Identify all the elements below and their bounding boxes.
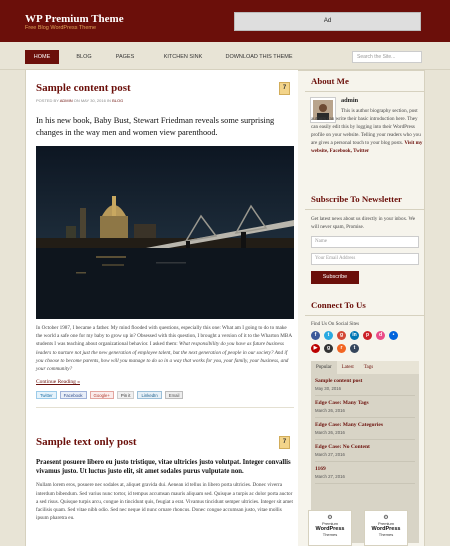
site-title[interactable]: WP Premium Theme bbox=[25, 13, 124, 25]
share-email-button[interactable]: Email bbox=[165, 391, 184, 399]
main-nav bbox=[0, 42, 450, 70]
tab-tags[interactable]: Tags bbox=[363, 365, 374, 370]
post-excerpt-italic: What responsibility do you have as future business leaders to nurture not just the new generation of employee talent, but the next generation of people in our society? And if you choose to become parents, how will you manage to do so in a way that works for you, your family, your business, and your community? bbox=[36, 341, 289, 373]
google-plus-icon[interactable]: g bbox=[337, 331, 346, 340]
share-twitter-button[interactable]: Twitter bbox=[36, 391, 57, 399]
connect-label: Find Us On Social Sites bbox=[311, 322, 360, 327]
post-author[interactable]: ADMIN bbox=[59, 98, 73, 103]
newsletter-description: Get latest news about us directly in your inbox. We will never spam, Promise. bbox=[311, 216, 416, 230]
list-item bbox=[311, 374, 419, 396]
gear-icon: ⚙ bbox=[327, 515, 333, 521]
comment-count-badge[interactable]: 7 bbox=[279, 82, 290, 95]
gear-icon: ⚙ bbox=[383, 515, 389, 521]
name-field[interactable]: Name bbox=[311, 236, 419, 248]
about-widget bbox=[305, 92, 425, 188]
popular-post-link[interactable]: Edge Case: Many Tags bbox=[315, 400, 369, 406]
about-widget-title: About Me bbox=[305, 70, 425, 92]
twitter-icon[interactable]: t bbox=[324, 331, 333, 340]
subscribe-button[interactable]: Subscribe bbox=[311, 271, 359, 284]
share-google-button[interactable]: Google+ bbox=[90, 391, 114, 399]
popular-post-date: March 27, 2016 bbox=[315, 452, 415, 462]
share-buttons bbox=[36, 391, 294, 399]
dribbble-icon[interactable]: d bbox=[376, 331, 385, 340]
post-lead: Praesent posuere libero eu justo tristique, vitae ultricies justo volutpat. Integer convallis vivamus justo. Ut luctus justo elit, sit amet sodales purus vulputate non. bbox=[36, 459, 291, 476]
tab-bar bbox=[311, 361, 419, 374]
promo-banner[interactable] bbox=[364, 510, 408, 546]
post-lead: In his new book, Baby Bust, Stewart Friedman reveals some surprising changes in the way men and women view parenthood. bbox=[36, 116, 275, 137]
post-title[interactable]: Sample text only post bbox=[36, 436, 137, 448]
tumblr-icon[interactable]: t bbox=[350, 344, 359, 353]
share-facebook-button[interactable]: Facebook bbox=[60, 391, 87, 399]
promo-line-3: Themes bbox=[322, 532, 338, 537]
list-item bbox=[311, 396, 419, 418]
post-article bbox=[36, 82, 294, 408]
popular-post-link[interactable]: Sample content post bbox=[315, 378, 363, 384]
social-icons bbox=[305, 327, 415, 353]
github-icon[interactable]: g bbox=[324, 344, 333, 353]
promo-line-2: WordPress bbox=[371, 526, 401, 532]
tab-popular[interactable]: Popular bbox=[311, 361, 337, 374]
popular-post-date: March 26, 2016 bbox=[315, 430, 415, 440]
list-item bbox=[311, 462, 419, 484]
author-name: admin bbox=[341, 97, 359, 104]
post-divider bbox=[36, 407, 294, 408]
newsletter-widget-title: Subscribe To Newsletter bbox=[305, 188, 425, 210]
email-field[interactable]: Your Email Address bbox=[311, 253, 419, 265]
nav-item-download[interactable]: DOWNLOAD THIS THEME bbox=[225, 54, 293, 60]
promo-banner[interactable] bbox=[308, 510, 352, 546]
main-content bbox=[26, 70, 298, 546]
linkedin-icon[interactable]: in bbox=[350, 331, 359, 340]
sidebar bbox=[305, 70, 425, 546]
promo-line-1: Premium bbox=[321, 521, 338, 526]
list-item bbox=[311, 418, 419, 440]
popular-post-date: March 27, 2016 bbox=[315, 474, 415, 484]
promo-line-2: WordPress bbox=[315, 526, 345, 532]
post-title[interactable]: Sample content post bbox=[36, 82, 131, 94]
post-category[interactable]: BLOG bbox=[112, 98, 124, 103]
popular-post-date: May 30, 2016 bbox=[315, 386, 415, 396]
author-bio-text: This is author biography section, post authors can write their basic introduction here. They can easily edit this by logging into their WordPress profile on your website. Telling your readers who you are gives a personal touch to your blog posts. bbox=[311, 108, 421, 146]
youtube-icon[interactable]: ▶ bbox=[311, 344, 320, 353]
post-meta bbox=[36, 98, 294, 103]
list-item bbox=[311, 440, 419, 462]
promo-banners bbox=[308, 510, 408, 546]
popular-post-link[interactable]: 1169 bbox=[315, 466, 326, 472]
tab-latest[interactable]: Latest bbox=[341, 365, 354, 370]
continue-reading-link[interactable]: Continue Reading » bbox=[36, 379, 80, 386]
promo-line-3: Themes bbox=[378, 532, 394, 537]
nav-item-pages[interactable]: PAGES bbox=[115, 54, 135, 60]
author-links[interactable]: Visit my website, Facebook, Twitter bbox=[311, 140, 423, 154]
rss-icon[interactable]: r bbox=[337, 344, 346, 353]
post-excerpt-plain: In October 1987, I became a father. My mind flooded with questions, especially this one: What am I going to do to make the world a safe one for my baby to grow up in? Obsessed with this question, I brought a version of it to the Wharton MBA students I was teaching about organizational behavior. I asked them: bbox=[36, 325, 292, 348]
popular-post-link[interactable]: Edge Case: No Content bbox=[315, 444, 370, 450]
share-linkedin-button[interactable]: LinkedIn bbox=[137, 391, 161, 399]
popular-post-link[interactable]: Edge Case: Many Categories bbox=[315, 422, 383, 428]
promo-line-1: Premium bbox=[377, 521, 394, 526]
nav-item-kitchen-sink[interactable]: KITCHEN SINK bbox=[163, 54, 203, 60]
pinterest-icon[interactable]: p bbox=[363, 331, 372, 340]
post-excerpt: Nullam lorem eros, posuere nec sodales at, aliquet gravida dui. Aenean id tellus in libero porta ultricies. Donec viverra interdum bibendum. Sed varius nunc tortor, id tempus accumsan mauris aliquam sed. Quisque a turpis ac dolor porta auctor a sed risus. Quisque turpis arcu, congue in tincidunt quis, feugiat a erat. Vivamus tincidunt semper ultricies. Integer sit amet facilisis quam. Sed vitae nibh odio. Sed nec neque id nunc ornare rhoncus. Donec congue accumsan justo, vitae mollis ipsum pharetra eu. bbox=[36, 482, 293, 522]
connect-widget-title: Connect To Us bbox=[305, 294, 425, 316]
site-header bbox=[0, 0, 450, 42]
ad-banner[interactable]: Ad bbox=[234, 12, 421, 31]
author-bio bbox=[311, 107, 423, 155]
post-article bbox=[36, 436, 294, 522]
site-tagline: Free Blog WordPress Theme bbox=[25, 25, 97, 31]
comment-count-badge[interactable]: 7 bbox=[279, 436, 290, 449]
flickr-icon[interactable]: • bbox=[389, 331, 398, 340]
london-night-image bbox=[36, 146, 294, 319]
share-pinterest-button[interactable]: Pin it bbox=[117, 391, 135, 399]
search-input[interactable]: Search the Site... bbox=[352, 51, 422, 63]
post-excerpt bbox=[36, 324, 294, 373]
meta-prefix: POSTED BY bbox=[36, 98, 59, 103]
popular-post-date: March 26, 2016 bbox=[315, 408, 415, 418]
nav-item-home[interactable]: HOME bbox=[25, 50, 59, 64]
facebook-icon[interactable]: f bbox=[311, 331, 320, 340]
post-featured-image[interactable] bbox=[36, 146, 294, 319]
post-date: ON MAY 30, 2016 IN bbox=[73, 98, 111, 103]
nav-item-blog[interactable]: BLOG bbox=[76, 54, 92, 60]
